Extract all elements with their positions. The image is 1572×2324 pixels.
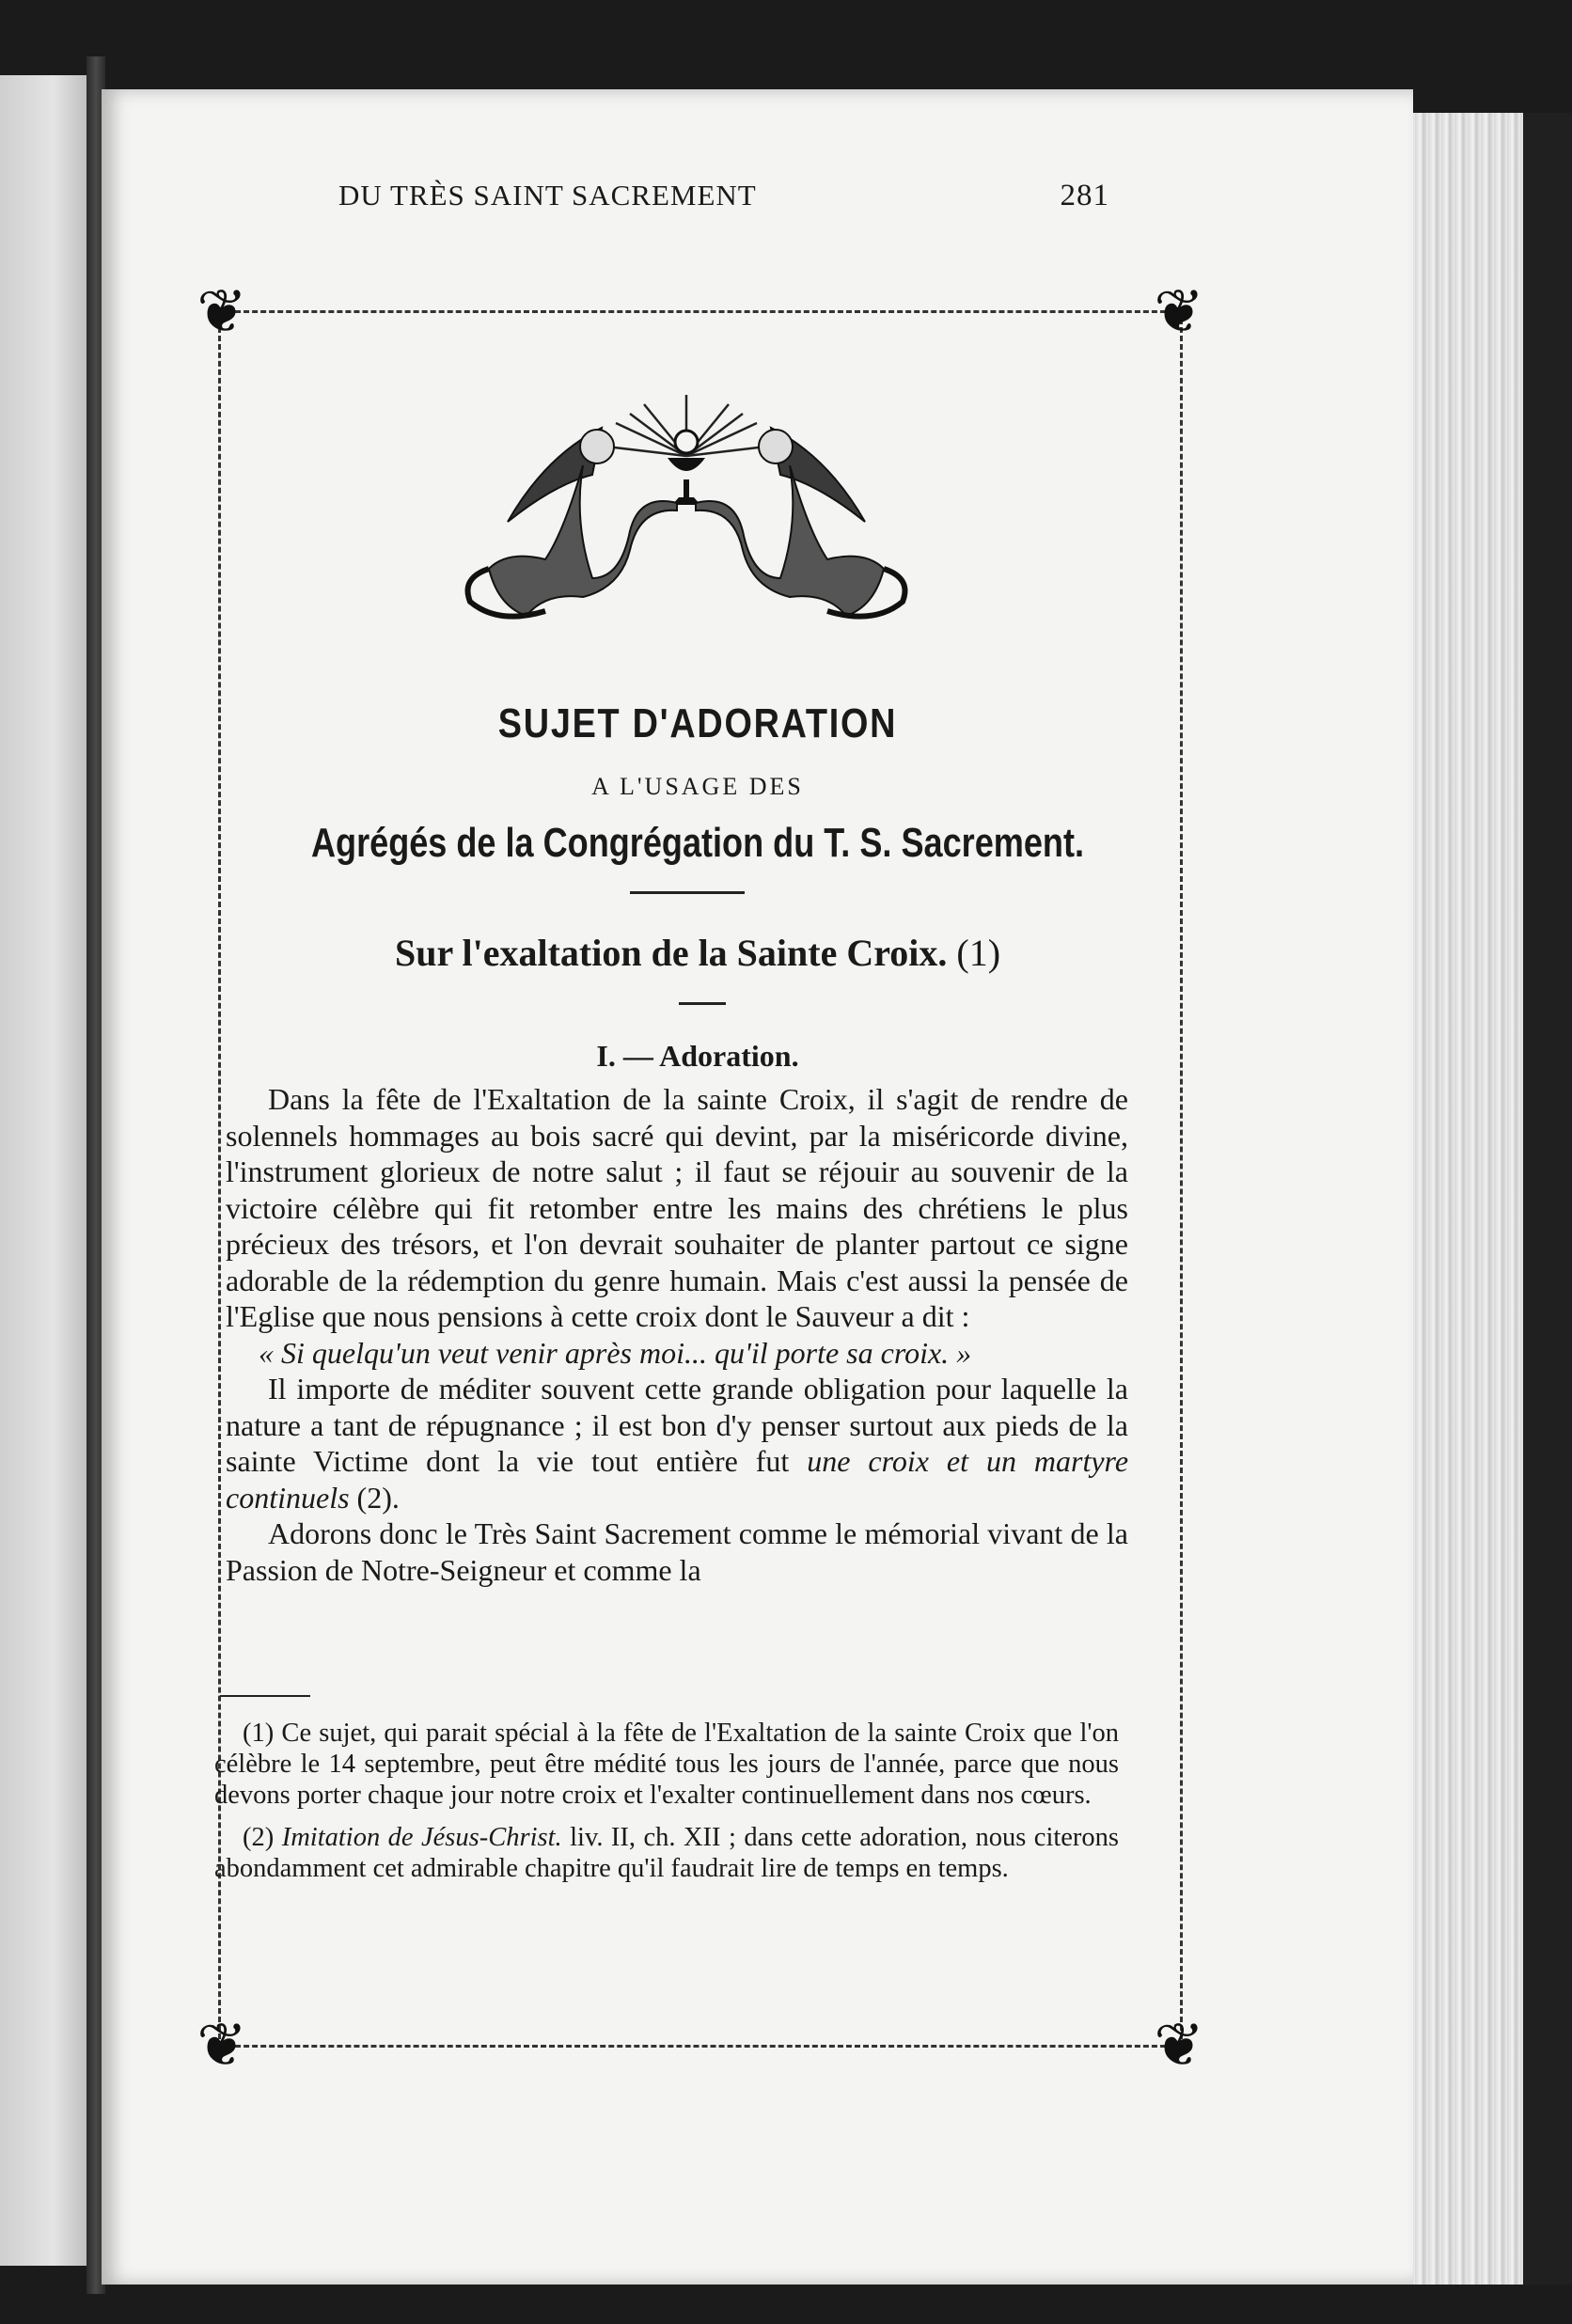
- angels-chalice-vignette: [404, 390, 968, 672]
- divider: [630, 891, 745, 894]
- running-head-title: DU TRÈS SAINT SACREMENT: [338, 179, 757, 212]
- footnotes: [214, 1718, 1119, 1895]
- scripture-quote: « Si quelqu'un veut venir après moi... qu'il porte sa croix. »: [259, 1335, 972, 1370]
- body-text: [226, 1081, 1128, 1588]
- topic-heading: [218, 931, 1177, 975]
- running-head: [338, 179, 1109, 213]
- footnote-ref: (1): [956, 932, 1001, 974]
- left-page-edge: [0, 75, 89, 2266]
- corner-ornament-icon: ❦: [196, 2012, 247, 2079]
- corner-ornament-icon: ❦: [1154, 2012, 1204, 2079]
- footnote-ref: (2).: [356, 1480, 400, 1515]
- paragraph: [226, 1371, 1128, 1515]
- footnote-2: [214, 1822, 1119, 1884]
- paragraph-text: Il importe de méditer souvent cette grande obligation pour laquelle la nature a tant de répugnance ; il est bon d'y penser surtout aux pieds de la sainte Victime dont la vie tout entière fut: [226, 1372, 1128, 1478]
- book-title: Imitation de Jésus-Christ.: [281, 1823, 562, 1852]
- footnote-separator: [220, 1695, 310, 1697]
- divider: [679, 1002, 726, 1005]
- paragraph: Dans la fête de l'Exaltation de la sainte Croix, il s'agit de rendre de solennels hommages au bois sacré qui devint, par la miséricorde divine, l'instrument glorieux de notre salut ; il faut se réjouir au souvenir de la victoire célèbre qui fit retomber entre les mains des chrétiens le plus précieux des trésors, et l'on devrait souhaiter de planter partout ce signe adorable de la rédemption du genre humain. Mais c'est aussi la pensée de l'Eglise que nous pensions à cette croix dont le Sauveur a dit :: [226, 1082, 1128, 1333]
- corner-ornament-icon: ❦: [1154, 278, 1204, 345]
- italic-phrase: une croix et un martyre continuels: [226, 1444, 1129, 1515]
- topic-title: Sur l'exaltation de la Sainte Croix.: [394, 932, 948, 974]
- paragraph: Adorons donc le Très Saint Sacrement comme le mémorial vivant de la Passion de Notre-Seigneur et comme la: [226, 1516, 1128, 1587]
- footnote-1: (1) Ce sujet, qui parait spécial à la fête de l'Exaltation de la sainte Croix que l'on célèbre le 14 septembre, peut être médité tous les jours de l'année, parce que nous devons porter chaque jour notre croix et l'exalter continuellement dans nos cœurs.: [214, 1719, 1119, 1810]
- footnote-number: (2): [243, 1823, 275, 1852]
- corner-ornament-icon: ❦: [196, 278, 247, 345]
- congregation-heading: Agrégés de la Congrégation du T. S. Sacrement.: [310, 820, 1084, 866]
- page-number: 281: [1060, 179, 1109, 212]
- page-title: SUJET D'ADORATION: [497, 700, 898, 746]
- right-angel-icon: [696, 428, 905, 617]
- background-edge: [1523, 113, 1572, 2285]
- left-angel-icon: [468, 428, 678, 617]
- subtitle: A L'USAGE DES: [591, 773, 804, 800]
- page-edges: [1399, 113, 1535, 2285]
- section-heading: I. — Adoration.: [596, 1039, 799, 1073]
- footnote-text: liv. II, ch. XII ; dans cette adoration, nous citerons abondamment cet admirable chapitre qu'il faudrait lire de temps en temps.: [214, 1823, 1120, 1883]
